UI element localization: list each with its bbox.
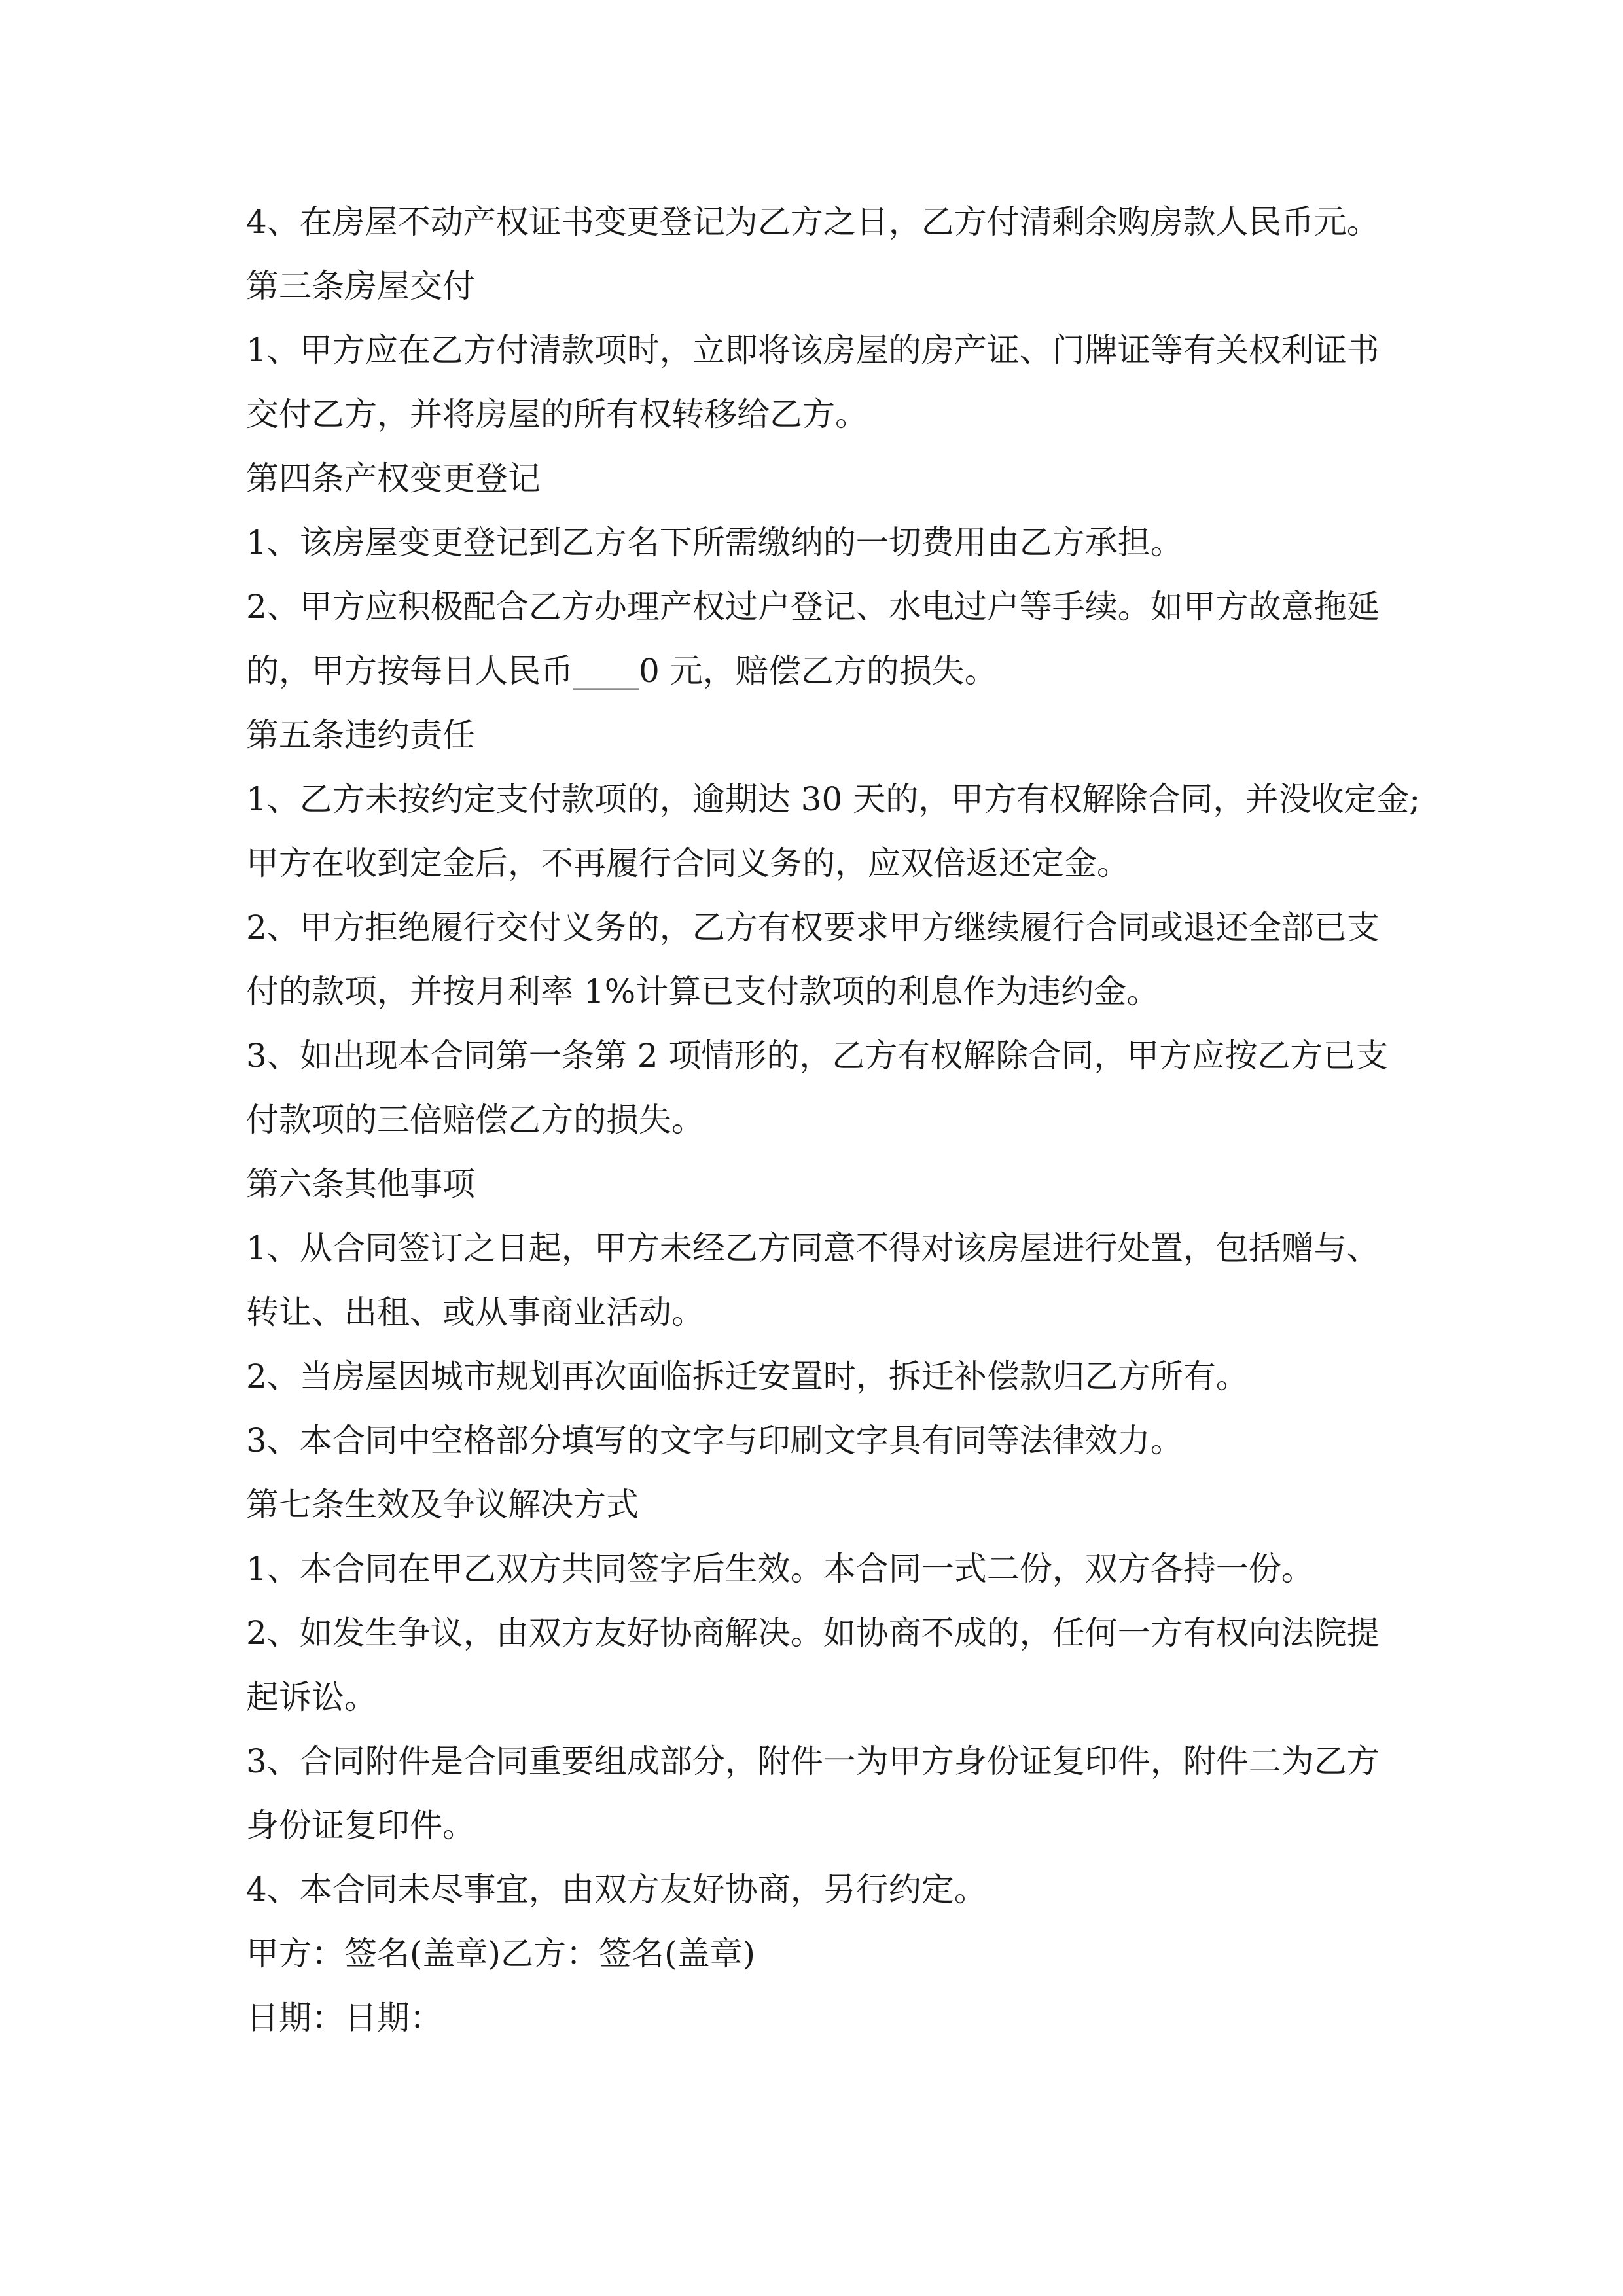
text-line: 1、从合同签订之日起，甲方未经乙方同意不得对该房屋进行处置，包括赠与、 — [246, 1229, 1380, 1267]
text-line: 起诉讼。 — [246, 1678, 377, 1716]
text-line: 1、本合同在甲乙双方共同签字后生效。本合同一式二份，双方各持一份。 — [246, 1550, 1314, 1588]
text-line: 1、该房屋变更登记到乙方名下所需缴纳的一切费用由乙方承担。 — [246, 524, 1183, 562]
document-body — [246, 190, 1421, 2050]
text-line: 1、乙方未按约定支付款项的，逾期达 30 天的，甲方有权解除合同，并没收定金; — [246, 780, 1421, 818]
section-heading: 第七条生效及争议解决方式 — [246, 1486, 639, 1524]
text-line: 1、甲方应在乙方付清款项时，立即将该房屋的房产证、门牌证等有关权利证书 — [246, 331, 1380, 369]
text-line: 4、在房屋不动产权证书变更登记为乙方之日，乙方付清剩余购房款人民币元。 — [246, 203, 1380, 241]
date-line: 日期：日期： — [246, 1999, 442, 2037]
text-line: 2、甲方拒绝履行交付义务的，乙方有权要求甲方继续履行合同或退还全部已支 — [246, 908, 1380, 946]
text-line: 甲方在收到定金后，不再履行合同义务的，应双倍返还定金。 — [246, 844, 1130, 882]
text-line: 转让、出租、或从事商业活动。 — [246, 1293, 704, 1331]
text-line: 的，甲方按每日人民币____0 元，赔偿乙方的损失。 — [246, 652, 997, 690]
text-line: 交付乙方，并将房屋的所有权转移给乙方。 — [246, 395, 868, 433]
text-line: 付的款项，并按月利率 1%计算已支付款项的利息作为违约金。 — [246, 973, 1160, 1011]
text-line: 2、当房屋因城市规划再次面临拆迁安置时，拆迁补偿款归乙方所有。 — [246, 1357, 1249, 1395]
text-line: 身份证复印件。 — [246, 1806, 475, 1844]
text-line: 4、本合同未尽事宜，由双方友好协商，另行约定。 — [246, 1871, 987, 1909]
section-heading: 第四条产权变更登记 — [246, 459, 541, 497]
text-line: 3、本合同中空格部分填写的文字与印刷文字具有同等法律效力。 — [246, 1422, 1183, 1460]
text-line: 3、合同附件是合同重要组成部分，附件一为甲方身份证复印件，附件二为乙方 — [246, 1742, 1380, 1780]
text-line: 2、如发生争议，由双方友好协商解决。如协商不成的，任何一方有权向法院提 — [246, 1614, 1380, 1652]
text-line: 3、如出现本合同第一条第 2 项情形的，乙方有权解除合同，甲方应按乙方已支 — [246, 1037, 1389, 1075]
text-line: 2、甲方应积极配合乙方办理产权过户登记、水电过户等手续。如甲方故意拖延 — [246, 588, 1380, 626]
text-line: 付款项的三倍赔偿乙方的损失。 — [246, 1101, 704, 1139]
section-heading: 第五条违约责任 — [246, 716, 475, 754]
section-heading: 第三条房屋交付 — [246, 267, 475, 305]
signature-line: 甲方：签名(盖章)乙方：签名(盖章) — [246, 1935, 756, 1973]
section-heading: 第六条其他事项 — [246, 1165, 475, 1203]
